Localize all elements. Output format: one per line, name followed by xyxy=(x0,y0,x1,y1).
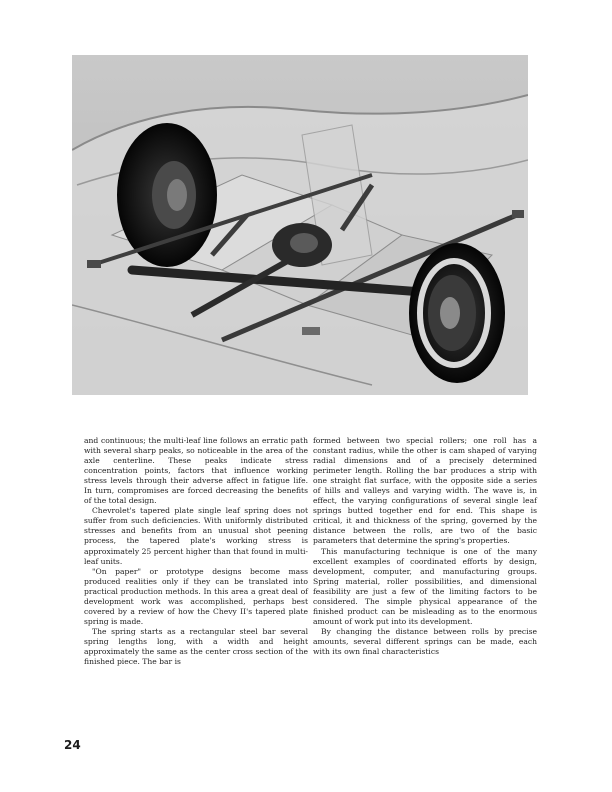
paragraph: This manufacturing technique is one of the many excellent examples of coordinated efforts by design, development, computer, and manufacturing groups. Spring material, roller possibilities, and dimensional feasibility are just a few of the limiting factors to be considered. The simple physical appearance of the finished product can be misleading as to the enormous amount of work put into its development. xyxy=(313,546,537,626)
paragraph: Chevrolet's tapered plate single leaf spring does not suffer from such deficiencies. With uniformly distributed stresses and benefits from an unusual shot peening process, the tapered plate's working stress is approximately 25 percent higher than that found in multi-leaf units. xyxy=(84,506,308,566)
page-number: 24 xyxy=(64,738,81,752)
paragraph: formed between two special rollers; one roll has a constant radius, while the other is cam shaped of varying radial dimensions and of a precisely determined perimeter length. Rolling the bar produces a strip with one straight flat surface, with the opposite side a series of hills and valleys and varying width. The wave is, in effect, the varying configurations of several single leaf springs butted together end for end. This shape is critical, it and thickness of the spring, governed by the distance between the rolls, are two of the basic parameters that determine the spring's properties. xyxy=(313,436,537,546)
suspension-photo xyxy=(72,55,528,395)
text-column-left xyxy=(84,436,308,667)
paragraph: and continuous; the multi-leaf line follows an erratic path with several sharp peaks, so noticeable in the area of the axle centerline. These peaks indicate stress concentration points, factors that influence working stress levels through their adverse affect in fatigue life. In turn, compromises are forced decreasing the benefits of the total design. xyxy=(84,436,308,506)
paragraph: By changing the distance between rolls by precise amounts, several different springs can be made, each with its own final characteristics xyxy=(313,626,537,656)
text-column-right xyxy=(313,436,537,657)
paragraph: The spring starts as a rectangular steel bar several spring lengths long, with a width and height approximately the same as the center cross section of the finished piece. The bar is xyxy=(84,626,308,667)
paragraph: "On paper" or prototype designs become mass produced realities only if they can be translated into practical production methods. In this area a great deal of development work was accomplished, perhaps best covered by a review of how the Chevy II's tapered plate spring is made. xyxy=(84,566,308,626)
